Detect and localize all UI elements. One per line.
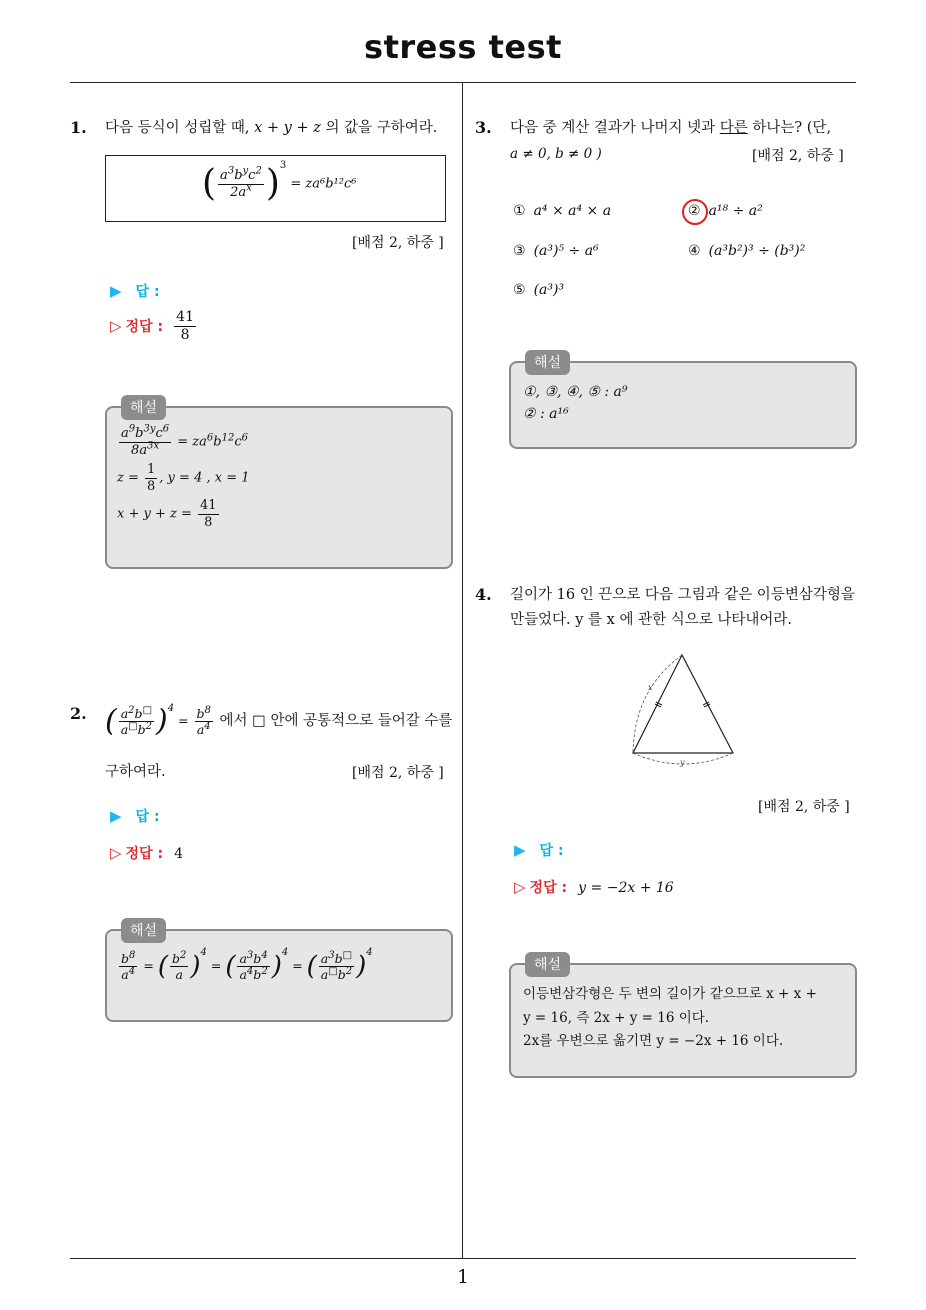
q2-correct-value: 4 bbox=[174, 846, 184, 862]
q2-solution-tag: 해설 bbox=[121, 918, 166, 943]
q4-number: 4. bbox=[475, 585, 492, 604]
header-rule bbox=[70, 82, 856, 83]
q4-figure-label-x: x bbox=[648, 683, 653, 692]
q3-solution-tag: 해설 bbox=[525, 350, 570, 375]
q3-option-4[interactable]: ④ (a³b²)³ ÷ (b³)² bbox=[688, 243, 806, 259]
answer-triangle-icon: ▶ bbox=[110, 807, 122, 825]
correct-triangle-icon: ▷ bbox=[110, 844, 122, 862]
answer-triangle-icon: ▶ bbox=[110, 282, 122, 300]
q1-score: [배점 2, 하중 ] bbox=[352, 235, 444, 251]
page-number: 1 bbox=[456, 1266, 470, 1288]
q3-selected-mark-icon bbox=[682, 199, 708, 225]
q1-answer-label: 답 : bbox=[135, 284, 160, 300]
q2-correct-row bbox=[110, 843, 183, 863]
q1-correct-row bbox=[110, 309, 198, 344]
q1-correct-label: 정답 : bbox=[125, 318, 164, 335]
q1-answer-row bbox=[110, 281, 160, 301]
q4-solution-tag: 해설 bbox=[525, 952, 570, 977]
q2-number: 2. bbox=[70, 704, 87, 723]
q4-correct-value: y = −2x + 16 bbox=[578, 880, 674, 896]
q4-triangle-figure bbox=[620, 645, 750, 775]
q4-figure-label-y: y bbox=[680, 758, 685, 767]
q4-text: 길이가 16 인 끈으로 다음 그림과 같은 이등변삼각형을 만들었다. y 를 x 에 관한 식으로 나타내어라. bbox=[510, 587, 855, 628]
q1-correct-value: $\frac{41}{8}$ bbox=[176, 309, 194, 343]
answer-triangle-icon: ▶ bbox=[514, 841, 526, 859]
q1-number: 1. bbox=[70, 118, 87, 137]
q1-solution-box bbox=[105, 400, 453, 569]
q3-number: 3. bbox=[475, 118, 492, 137]
q3-option-3[interactable]: ③ (a³)⁵ ÷ a⁶ bbox=[513, 243, 599, 259]
q4-answer-row bbox=[514, 840, 564, 860]
column-divider bbox=[462, 83, 463, 1258]
q3-option-2[interactable]: ② a¹⁸ ÷ a² bbox=[688, 203, 763, 219]
q4-correct-row bbox=[514, 877, 674, 897]
q2-solution-body: $\frac{b^8}{a^4}$ = ( $\frac{b^2}{a}$ )$^4$ = ( $\frac{a^3b^4}{a^4b^2}$ )$^4$ = ( $\frac{a^3b^□}{a^□b^2}$ )$^4$ bbox=[121, 947, 373, 982]
correct-triangle-icon: ▷ bbox=[110, 316, 122, 335]
q2-text: ( $\frac{a^2b^□}{a^□b^2}$ )$^4$ = $\frac{b^8}{a^4}$ 에서 □ 안에 공통적으로 들어갈 수를 bbox=[105, 703, 453, 739]
q4-correct-label: 정답 : bbox=[529, 880, 568, 896]
q4-solution-box bbox=[509, 957, 857, 1078]
q2-text-b: 구하여라. bbox=[105, 764, 166, 780]
q4-score: [배점 2, 하중 ] bbox=[758, 799, 850, 815]
q1-solution-tag: 해설 bbox=[121, 395, 166, 420]
q4-solution-body: 이등변삼각형은 두 변의 길이가 같으므로 x + x + y = 16, 즉 2x + y = 16 이다. 2x를 우변으로 옮기면 y = −2x + 16 이다. bbox=[523, 986, 817, 1050]
q2-solution-box bbox=[105, 923, 453, 1022]
q1-equation-box bbox=[105, 155, 446, 222]
correct-triangle-icon: ▷ bbox=[514, 878, 526, 896]
q2-answer-row bbox=[110, 806, 160, 826]
q3-option-1[interactable]: ① a⁴ × a⁴ × a bbox=[513, 203, 612, 219]
page-title: stress test bbox=[364, 28, 562, 66]
q2-score: [배점 2, 하중 ] bbox=[352, 765, 444, 781]
q2-answer-label: 답 : bbox=[135, 809, 160, 825]
q1-equation: ( $\frac{a^3b^yc^2}{2a^x}$ )$^3$ = za⁶b¹²c⁶ bbox=[202, 160, 357, 204]
q3-option-5[interactable]: ⑤ (a³)³ bbox=[513, 282, 565, 298]
q3-solution-body: ①, ③, ④, ⑤ : a⁹ ② : a¹⁶ bbox=[523, 384, 628, 423]
footer-rule bbox=[70, 1258, 856, 1259]
q1-text: 다음 등식이 성립할 때, x + y + z 의 값을 구하여라. bbox=[105, 120, 438, 136]
q3-solution-box bbox=[509, 355, 857, 449]
q3-text-condition: a ≠ 0, b ≠ 0 ) bbox=[510, 146, 602, 162]
q3-score: [배점 2, 하중 ] bbox=[752, 148, 844, 164]
q4-answer-label: 답 : bbox=[539, 843, 564, 859]
q2-correct-label: 정답 : bbox=[125, 846, 164, 862]
q3-text: 다음 중 계산 결과가 나머지 넷과 다른 하나는? (단, bbox=[510, 120, 832, 136]
q1-solution-body: $\frac{a^9b^{3y}c^6}{8a^{3x}}$ = $za^6b^{12}c^6$ z = $\frac{1}{8}$ , y = 4 , x = 1 x + y + z = $\frac{41}{8}$ bbox=[117, 423, 250, 530]
